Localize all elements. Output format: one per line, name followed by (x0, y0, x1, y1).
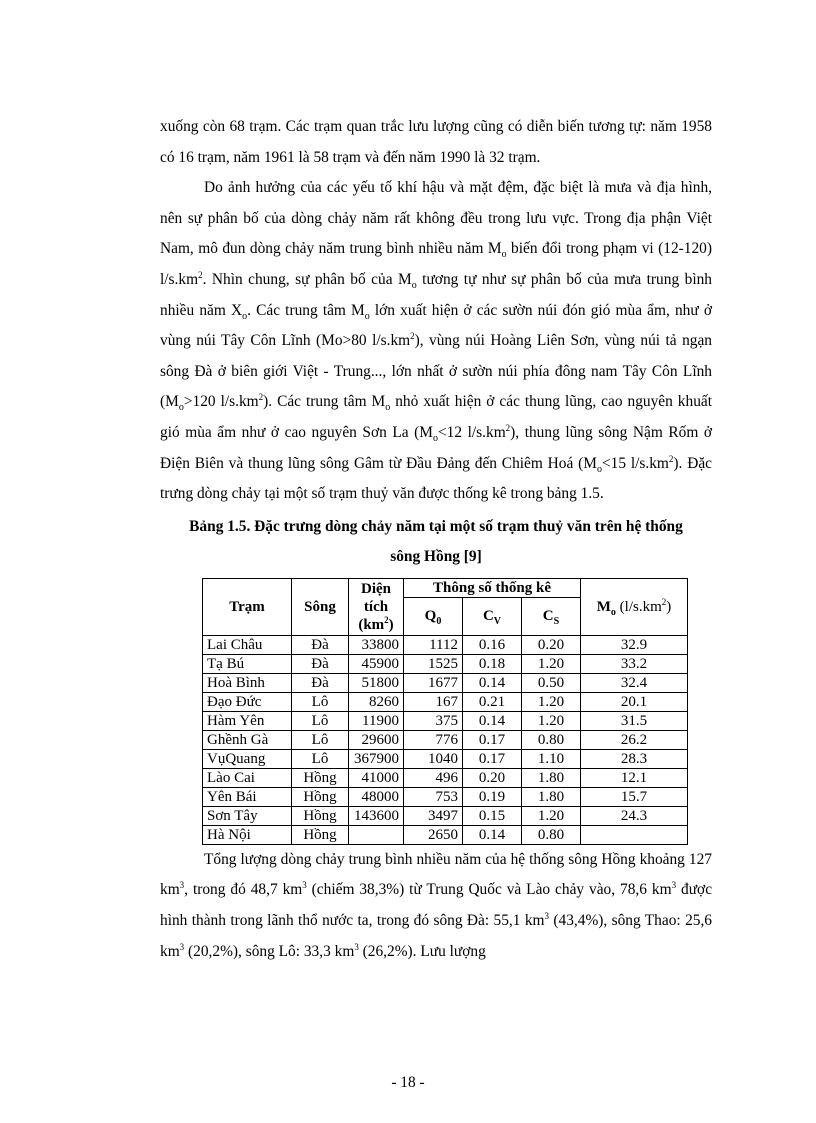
cell-q0: 1112 (404, 635, 463, 654)
table-row (203, 806, 688, 825)
cell-q0: 1040 (404, 749, 463, 768)
cell-area: 11900 (349, 711, 404, 730)
cell-mo: 26.2 (581, 730, 688, 749)
cell-station: VụQuang (203, 749, 292, 768)
cell-cs: 1.80 (522, 787, 581, 806)
cell-area: 48000 (349, 787, 404, 806)
cell-cs: 1.80 (522, 768, 581, 787)
cell-river: Hồng (292, 806, 349, 825)
cell-cv: 0.16 (463, 635, 522, 654)
table-row (203, 730, 688, 749)
cell-area: 33800 (349, 635, 404, 654)
cell-area: 143600 (349, 806, 404, 825)
cell-cs: 1.20 (522, 806, 581, 825)
header-river: Sông (292, 578, 349, 635)
cell-station: Lào Cai (203, 768, 292, 787)
table-row (203, 692, 688, 711)
cell-cs: 1.20 (522, 692, 581, 711)
cell-river: Lô (292, 692, 349, 711)
cell-cv: 0.14 (463, 711, 522, 730)
cell-station: Sơn Tây (203, 806, 292, 825)
cell-area: 45900 (349, 654, 404, 673)
cell-river: Hồng (292, 768, 349, 787)
document-page (160, 112, 712, 967)
cell-cs: 0.20 (522, 635, 581, 654)
cell-mo: 15.7 (581, 787, 688, 806)
header-area: Diện tích $(km^2)$ (349, 578, 404, 635)
cell-station: Yên Bái (203, 787, 292, 806)
cell-river: Lô (292, 749, 349, 768)
cell-cv: 0.15 (463, 806, 522, 825)
cell-cs: 1.20 (522, 711, 581, 730)
cell-cv: 0.18 (463, 654, 522, 673)
cell-river: Lô (292, 730, 349, 749)
cell-area: 367900 (349, 749, 404, 768)
cell-mo (581, 825, 688, 844)
cell-area: 8260 (349, 692, 404, 711)
cell-q0: 1677 (404, 673, 463, 692)
cell-q0: 2650 (404, 825, 463, 844)
cell-cs: 0.50 (522, 673, 581, 692)
header-q0: $Q_0$ (404, 597, 463, 635)
table-row (203, 654, 688, 673)
cell-river: Đà (292, 673, 349, 692)
cell-cv: 0.21 (463, 692, 522, 711)
cell-river: Hồng (292, 825, 349, 844)
cell-cs: 1.10 (522, 749, 581, 768)
cell-mo: 31.5 (581, 711, 688, 730)
cell-cv: 0.14 (463, 673, 522, 692)
table-row (203, 768, 688, 787)
cell-river: Đà (292, 654, 349, 673)
table-row (203, 787, 688, 806)
cell-station: Hàm Yên (203, 711, 292, 730)
cell-mo: 28.3 (581, 749, 688, 768)
cell-q0: 496 (404, 768, 463, 787)
cell-area: 29600 (349, 730, 404, 749)
cell-mo: 24.3 (581, 806, 688, 825)
paragraph-1: xuống còn 68 trạm. Các trạm quan trắc lưu lượng cũng có diễn biến tương tự: năm 1958 có 16 trạm, năm 1961 là 58 trạm và đến năm 1990 là 32 trạm. (160, 118, 712, 166)
cell-q0: 753 (404, 787, 463, 806)
cell-q0: 1525 (404, 654, 463, 673)
table-row (203, 635, 688, 654)
header-station: Trạm (203, 578, 292, 635)
cell-station: Lai Châu (203, 635, 292, 654)
cell-cv: 0.17 (463, 749, 522, 768)
cell-q0: 167 (404, 692, 463, 711)
cell-station: Đạo Đức (203, 692, 292, 711)
cell-station: Hà Nội (203, 825, 292, 844)
paragraph-2: Do ảnh hưởng của các yếu tố khí hậu và mặt đệm, đặc biệt là mưa và địa hình, nên sự phân bố của dòng chảy năm rất không đều trong lưu vực. Trong địa phận Việt Nam, mô đun dòng chảy năm trung bình nhiều năm $M_o$ biến đổi trong phạm vi (12-120) $l/s.km^2$. Nhìn chung, sự phân bố của $M_o$ tương tự như sự phân bố của mưa trung bình nhiều năm $X_o$. Các trung tâm $M_o$ lớn xuất hiện ở các sườn núi đón gió mùa ẩm, như ở vùng núi Tây Côn Lĩnh (Mo>80 $l/s.km^2$), vùng núi Hoàng Liên Sơn, vùng núi tả ngạn sông Đà ở biên giới Việt - Trung..., lớn nhất ở sườn núi phía đông nam Tây Côn Lĩnh ($M_o>120$ $l/s.km^2$). Các trung tâm $M_o$ nhỏ xuất hiện ở các thung lũng, cao nguyên khuất gió mùa ẩm như ở cao nguyên Sơn La ($M_o<12$ $l/s.km^2$), thung lũng sông Nậm Rốm ở Điện Biên và thung lũng sông Gâm từ Đầu Đảng đến Chiêm Hoá ($M_o<15$ $l/s.km^2$). Đặc trưng dòng chảy tại một số trạm thuỷ văn được thống kê trong bảng 1.5. (160, 179, 712, 503)
flow-characteristics-table (202, 578, 688, 845)
cell-cs: 0.80 (522, 730, 581, 749)
page-number: - 18 - (391, 1074, 425, 1091)
table-row (203, 711, 688, 730)
cell-river: Lô (292, 711, 349, 730)
cell-river: Hồng (292, 787, 349, 806)
paragraph-3: Tổng lượng dòng chảy trung bình nhiều năm của hệ thống sông Hồng khoảng 127 $km^3$, trong đó 48,7 $km^3$ (chiếm 38,3%) từ Trung Quốc và Lào chảy vào, 78,6 $km^3$ được hình thành trong lãnh thổ nước ta, trong đó sông Đà: 55,1 $km^3$ (43,4%), sông Thao: 25,6 $km^3$ (20,2%), sông Lô: 33,3 $km^3$ (26,2%). Lưu lượng (160, 850, 713, 960)
cell-river: Đà (292, 635, 349, 654)
cell-cv: 0.14 (463, 825, 522, 844)
cell-cs: 0.80 (522, 825, 581, 844)
cell-mo: 32.9 (581, 635, 688, 654)
cell-q0: 776 (404, 730, 463, 749)
cell-cv: 0.17 (463, 730, 522, 749)
cell-station: Hoà Bình (203, 673, 292, 692)
cell-area (349, 825, 404, 844)
cell-mo: 20.1 (581, 692, 688, 711)
table-row (203, 673, 688, 692)
cell-mo: 33.2 (581, 654, 688, 673)
cell-mo: 12.1 (581, 768, 688, 787)
header-mo: $M_o$ $(l/s.km^2)$ (581, 578, 688, 635)
cell-area: 41000 (349, 768, 404, 787)
table-row (203, 825, 688, 844)
table-caption: Bảng 1.5. Đặc trưng dòng chảy năm tại một số trạm thuỷ văn trên hệ thống sông Hồng [9] (189, 517, 683, 565)
cell-cv: 0.19 (463, 787, 522, 806)
cell-mo: 32.4 (581, 673, 688, 692)
header-cs: $C_S$ (522, 597, 581, 635)
cell-q0: 3497 (404, 806, 463, 825)
header-params: Thông số thống kê (404, 578, 581, 597)
table-row (203, 749, 688, 768)
header-cv: $C_V$ (463, 597, 522, 635)
cell-station: Ghềnh Gà (203, 730, 292, 749)
cell-station: Tạ Bú (203, 654, 292, 673)
cell-cs: 1.20 (522, 654, 581, 673)
cell-q0: 375 (404, 711, 463, 730)
cell-area: 51800 (349, 673, 404, 692)
cell-cv: 0.20 (463, 768, 522, 787)
